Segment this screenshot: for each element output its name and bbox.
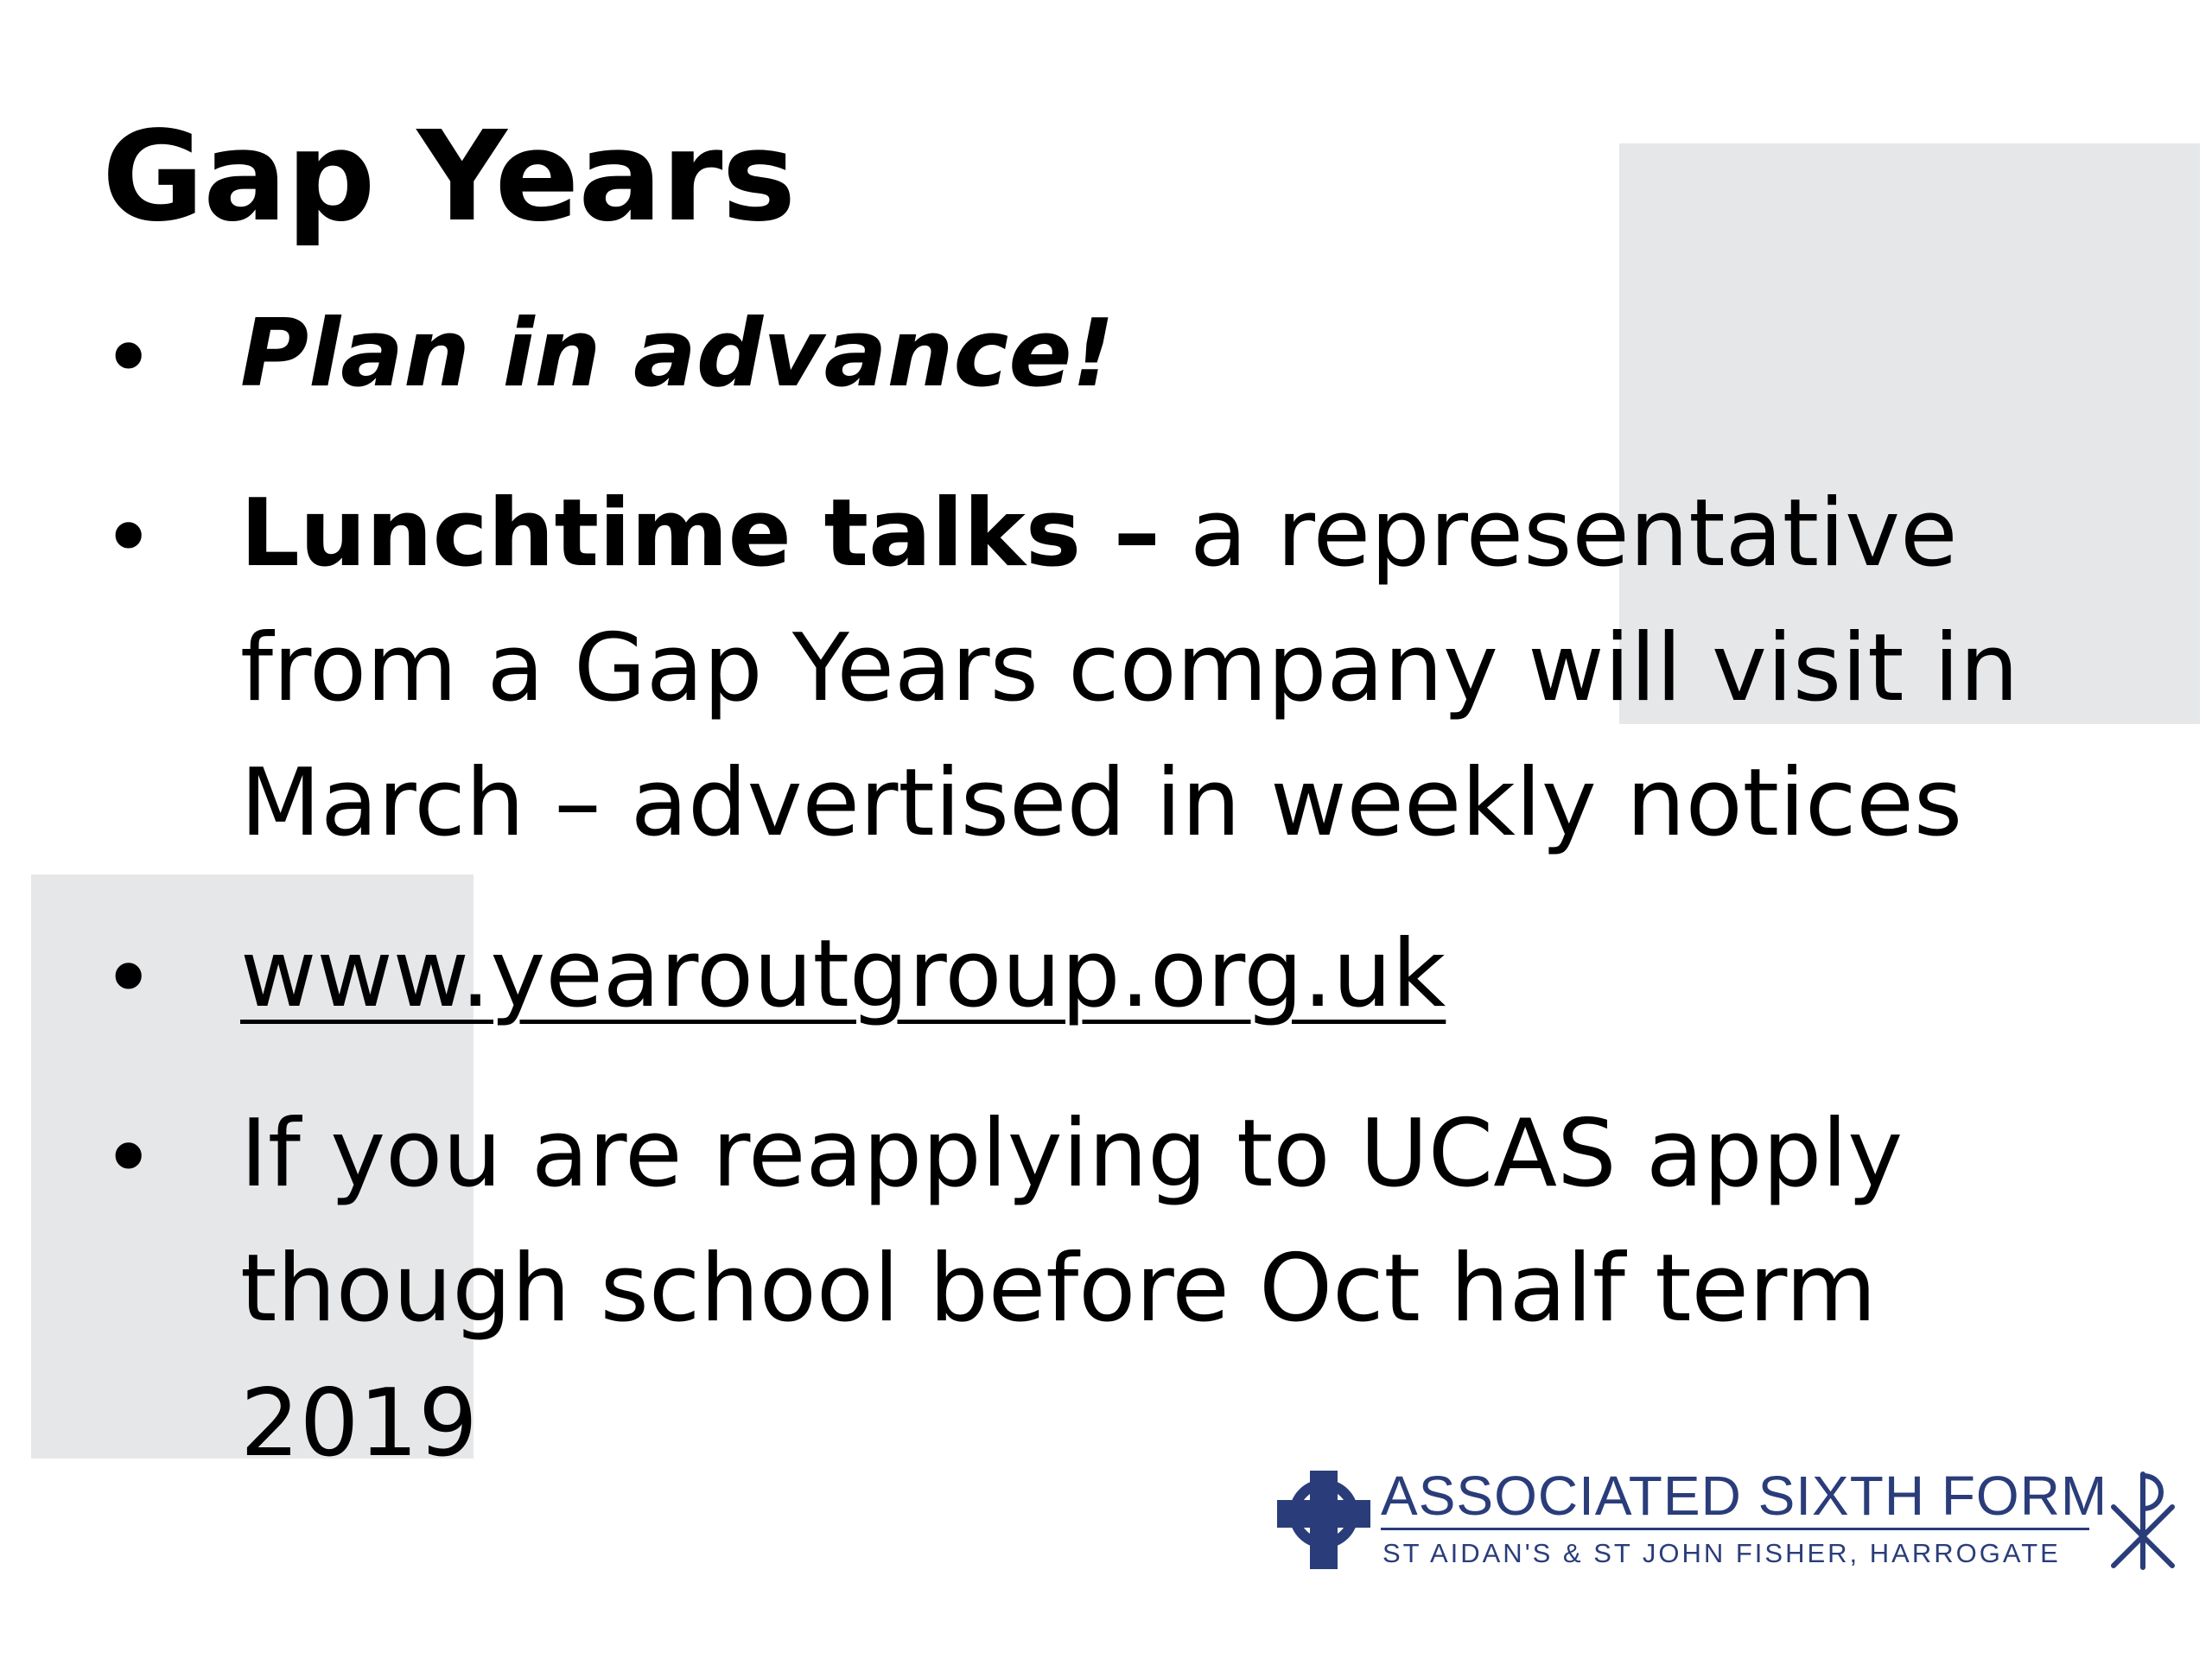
chi-rho-icon — [2108, 1469, 2177, 1571]
bullet-2: • — [102, 485, 156, 590]
bullet-item-website — [240, 907, 1446, 1042]
bullet-item-lead: Lunchtime talks – — [240, 480, 1160, 588]
school-logo — [1277, 1465, 2176, 1590]
bullet-item-plan-in-advance: Plan in advance! — [240, 300, 1115, 408]
logo-subtitle: ST AIDAN'S & ST JOHN FISHER, HARROGATE — [1382, 1538, 2061, 1568]
bullet-1: • — [102, 305, 156, 410]
bullet-item-lunchtime-talks — [240, 467, 2158, 871]
bullet-item-ucas: If you are reapplying to UCAS apply though school before Oct half term 2019 — [240, 1100, 1904, 1478]
logo-divider — [1381, 1528, 2089, 1530]
bullet-3: • — [102, 925, 156, 1031]
slide-title: Gap Years — [102, 104, 796, 249]
yearoutgroup-link[interactable]: www.yearoutgroup.org.uk — [240, 920, 1446, 1028]
bullet-4: • — [102, 1105, 156, 1211]
logo-title: ASSOCIATED SIXTH FORM — [1381, 1465, 2108, 1527]
bullet-item-body: a representative from a Gap Years company will visit in March – advertised in weekly notices — [240, 480, 2019, 857]
celtic-cross-icon — [1277, 1471, 1370, 1569]
